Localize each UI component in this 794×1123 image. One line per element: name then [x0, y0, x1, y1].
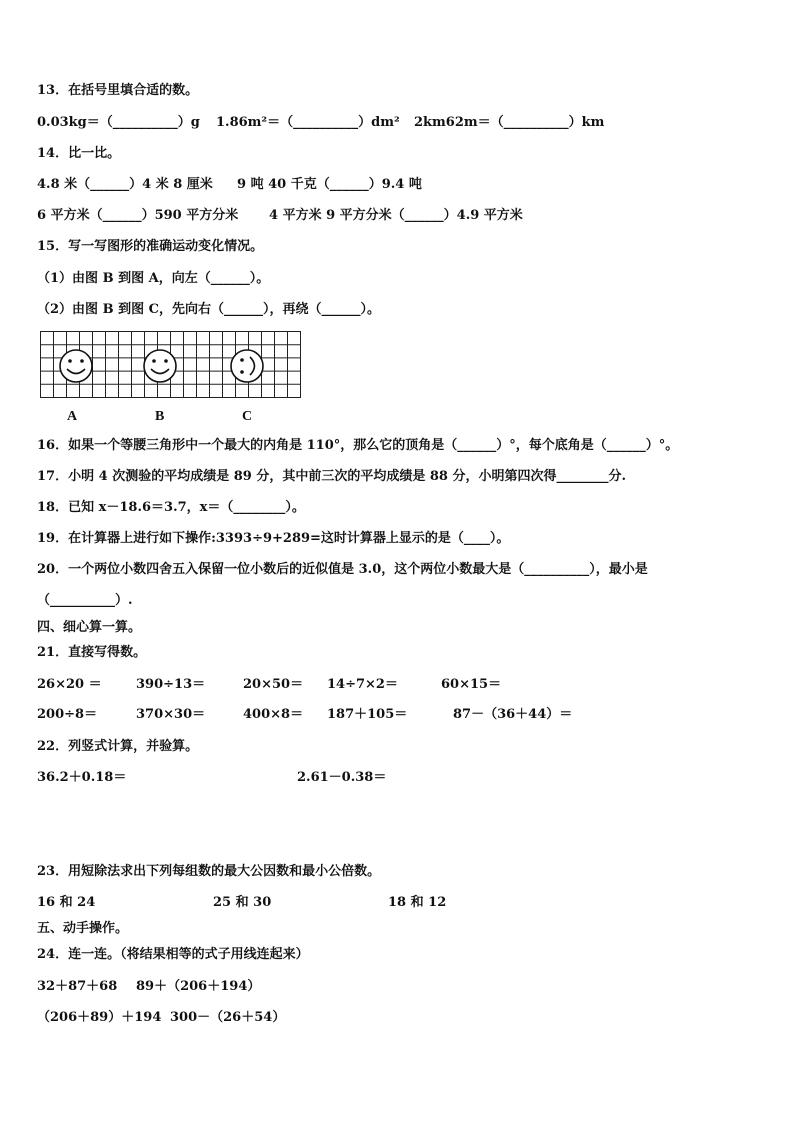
q21-expr: 200÷8＝	[37, 707, 98, 722]
q13-item-2: 1.86m²＝（__________）dm²	[216, 115, 400, 130]
smiley-b-icon	[144, 350, 176, 382]
q14-title: 14．比一比。	[37, 146, 121, 161]
q22-title: 22．列竖式计算，并验算。	[37, 739, 199, 754]
figure-label-c: C	[242, 409, 253, 424]
q23-item-3: 18 和 12	[388, 895, 447, 910]
q13-title: 13．在括号里填合适的数。	[37, 83, 199, 98]
q21-expr: 87－（36＋44）＝	[453, 707, 573, 722]
figure-label-a: A	[67, 409, 78, 424]
q14-item-1: 4.8 米（______）4 米 8 厘米	[37, 177, 213, 192]
q16: 16．如果一个等腰三角形中一个最大的内角是 110°，那么它的顶角是（______）°，每个底角是（______）°。	[37, 438, 679, 453]
q13-item-1: 0.03kg＝（__________）g	[37, 115, 200, 130]
q24-expr: 300－（26＋54）	[170, 1010, 286, 1025]
q22-expr-1: 36.2＋0.18＝	[37, 770, 127, 785]
q21-title: 21．直接写得数。	[37, 645, 147, 660]
q21-expr: 14÷7×2＝	[327, 677, 398, 692]
q20-line1: 20．一个两位小数四舍五入保留一位小数后的近似值是 3.0，这个两位小数最大是（__________），最小是	[37, 562, 648, 577]
q22-expr-2: 2.61－0.38＝	[297, 770, 387, 785]
q23-title: 23．用短除法求出下列每组数的最大公因数和最小公倍数。	[37, 864, 381, 879]
q14-item-4: 4 平方米 9 平方分米（______）4.9 平方米	[269, 208, 523, 223]
smiley-c-icon	[231, 350, 263, 382]
q24-expr: 89＋（206＋194）	[136, 979, 261, 994]
q21-expr: 26×20 ＝	[37, 677, 102, 692]
q13-item-3: 2km62m＝（__________）km	[414, 115, 605, 130]
q23-item-2: 25 和 30	[213, 895, 272, 910]
q15-title: 15．写一写图形的准确运动变化情况。	[37, 239, 264, 254]
section-5-heading: 五、动手操作。	[37, 921, 129, 936]
q15-sub1: （1）由图 B 到图 A，向左（______）。	[37, 271, 270, 286]
q21-expr: 187＋105＝	[327, 707, 408, 722]
q24-expr: （206＋89）＋194	[37, 1010, 162, 1025]
q24-title: 24．连一连。（将结果相等的式子用线连起来）	[37, 947, 309, 962]
q20-line2: （__________）.	[37, 593, 133, 608]
q21-expr: 400×8＝	[243, 707, 304, 722]
q21-expr: 60×15＝	[441, 677, 502, 692]
q14-item-2: 9 吨 40 千克（______）9.4 吨	[237, 177, 422, 192]
q15-sub2: （2）由图 B 到图 C，先向右（______），再绕（______）。	[37, 302, 380, 317]
figure-label-b: B	[155, 409, 165, 424]
q21-expr: 390÷13＝	[136, 677, 206, 692]
q14-item-3: 6 平方米（______）590 平方分米	[37, 208, 239, 223]
q19: 19．在计算器上进行如下操作:3393÷9+289=这时计算器上显示的是（____）。	[37, 531, 510, 546]
grid-svg	[40, 331, 302, 399]
smiley-a-icon	[60, 350, 92, 382]
q24-expr: 32＋87＋68	[37, 979, 118, 994]
q21-expr: 20×50＝	[243, 677, 304, 692]
q17: 17．小明 4 次测验的平均成绩是 89 分，其中前三次的平均成绩是 88 分，小明第四次得________分.	[37, 469, 626, 484]
q21-expr: 370×30＝	[136, 707, 206, 722]
q15-grid-figure	[40, 331, 302, 403]
section-4-heading: 四、细心算一算。	[37, 620, 142, 635]
q23-item-1: 16 和 24	[37, 895, 96, 910]
q18: 18．已知 x－18.6＝3.7，x＝（________）。	[37, 500, 305, 515]
